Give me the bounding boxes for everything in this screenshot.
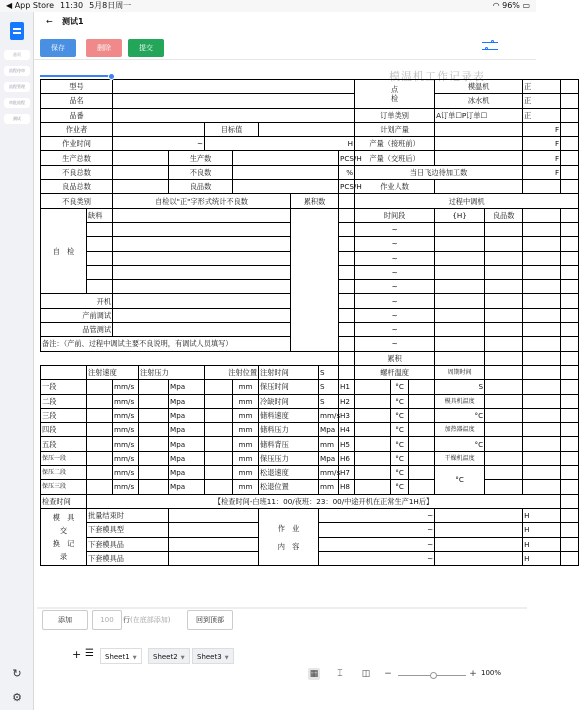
add-sheet-icon[interactable]: + bbox=[72, 648, 82, 661]
cell-label: PCS/H bbox=[339, 180, 355, 194]
cell-label: 模温机 bbox=[435, 80, 523, 94]
save-button[interactable]: 保存 bbox=[40, 39, 76, 57]
cell-label: ~ bbox=[355, 323, 435, 337]
add-rows-button[interactable]: 添加 bbox=[42, 610, 88, 630]
date: 5月8日周一 bbox=[89, 1, 132, 10]
zoom-in-icon[interactable]: + bbox=[469, 669, 477, 679]
cell-label: 储料压力 bbox=[259, 423, 319, 437]
cell-label: mm bbox=[233, 437, 259, 451]
cell-label: mm bbox=[233, 480, 259, 494]
cell-label: 品管测试 bbox=[41, 323, 113, 337]
sidebar-item[interactable]: 审批流程 bbox=[4, 98, 30, 108]
cell-label: 自检以"正"字形式统计不良数 bbox=[113, 194, 291, 208]
order-type-checkboxes[interactable]: A订单☐P订单☐ bbox=[435, 108, 523, 122]
back-to-top-button[interactable]: 回到顶部 bbox=[187, 610, 233, 630]
cell-label: Mpa bbox=[319, 451, 339, 465]
submit-button[interactable]: 提交 bbox=[128, 39, 164, 57]
cell-label: mm/s bbox=[319, 408, 339, 422]
cell-label: °C bbox=[391, 437, 409, 451]
horizontal-scrollbar[interactable] bbox=[37, 607, 527, 609]
cell-label: F bbox=[523, 165, 561, 179]
cell-input[interactable] bbox=[113, 80, 355, 94]
chevron-down-icon: ▼ bbox=[180, 655, 185, 661]
cell-label: mm bbox=[319, 437, 339, 451]
cell-label: 备注：（产前、过程中调试主要不良说明，有调试人员填写） bbox=[41, 337, 291, 351]
cell-label: °C bbox=[435, 466, 485, 495]
cell-label: 不良总数 bbox=[41, 165, 113, 179]
tab-sheet2[interactable]: Sheet2 ▼ bbox=[148, 648, 190, 664]
cell-label: 下套模具品 bbox=[87, 537, 169, 551]
cell-label: ~ bbox=[355, 308, 435, 322]
cell-label: 下套模具型 bbox=[87, 523, 169, 537]
cell-label: S bbox=[319, 380, 339, 394]
stage-row-5 bbox=[41, 437, 579, 451]
cell-label: 螺杆温度 bbox=[355, 365, 435, 379]
cell-input[interactable] bbox=[113, 122, 205, 136]
cell-label: H7 bbox=[339, 466, 355, 480]
cell-label: H6 bbox=[339, 451, 355, 465]
cell-label: mm bbox=[233, 394, 259, 408]
sheet-tabs bbox=[34, 646, 536, 666]
cell-label: S bbox=[319, 365, 339, 379]
cell-label: 周期时间 bbox=[435, 365, 485, 379]
page-layout-view-icon[interactable]: ◫ bbox=[361, 669, 371, 679]
cell-label: H4 bbox=[339, 423, 355, 437]
cell-label: Mpa bbox=[169, 466, 205, 480]
sidebar-item[interactable]: 流程管理 bbox=[4, 82, 30, 92]
cell-label: 注射位置 bbox=[205, 365, 259, 379]
sidebar-item[interactable]: 测试 bbox=[4, 114, 30, 124]
cell-label: % bbox=[339, 165, 355, 179]
cell-label: 四段 bbox=[41, 423, 87, 437]
cell-label: 不良数 bbox=[169, 165, 233, 179]
cell-label: mm bbox=[233, 423, 259, 437]
row-hint: 行(在底部添加) bbox=[123, 616, 171, 624]
cell-label: H2 bbox=[339, 394, 355, 408]
tab-sheet1[interactable]: Sheet1 ▼ bbox=[100, 648, 142, 664]
cell-label: 品名 bbox=[41, 94, 113, 108]
cell-label: Mpa bbox=[169, 480, 205, 494]
page-header bbox=[34, 12, 536, 32]
stage-row-4 bbox=[41, 423, 579, 437]
cell-label: H bbox=[523, 551, 561, 565]
cell-label: 保压时间 bbox=[259, 380, 319, 394]
cell-label: mm/s bbox=[113, 451, 139, 465]
sidebar-item[interactable]: 首页 bbox=[4, 50, 30, 60]
cell-label: 保压压力 bbox=[259, 451, 319, 465]
cell-label: 订单类别 bbox=[355, 108, 435, 122]
cell-label: 批量结束时 bbox=[87, 508, 169, 522]
refresh-icon[interactable]: ↻ bbox=[12, 667, 22, 680]
cell-label: H8 bbox=[339, 480, 355, 494]
sidebar-item[interactable]: 流程待审 bbox=[4, 66, 30, 76]
cell-label: 作业者 bbox=[41, 122, 113, 136]
selection-handle-line[interactable] bbox=[40, 75, 112, 77]
row-count-input[interactable]: 100 bbox=[92, 610, 122, 630]
toolbar bbox=[34, 32, 536, 60]
cell-label: 三段 bbox=[41, 408, 87, 422]
cell-label: 良品总数 bbox=[41, 180, 113, 194]
cell-label: ~ bbox=[355, 251, 435, 265]
cell-label: ~ bbox=[355, 222, 435, 236]
self-check-label: 自 检 bbox=[41, 208, 87, 294]
page-title: 测试1 bbox=[62, 17, 84, 26]
cell-label: °C bbox=[391, 480, 409, 494]
cell-label: 五段 bbox=[41, 437, 87, 451]
cell-label: 不良类别 bbox=[41, 194, 113, 208]
cell-label: mm/s bbox=[113, 380, 139, 394]
cell-label: ~ bbox=[355, 237, 435, 251]
cell-label: mm bbox=[233, 380, 259, 394]
cell-label: 计划产量 bbox=[355, 122, 435, 136]
cell-label: 产量（接班前） bbox=[355, 137, 435, 151]
cell-label: Mpa bbox=[319, 423, 339, 437]
cell-label: 正 bbox=[523, 80, 561, 94]
chevron-down-icon: ▼ bbox=[224, 655, 229, 661]
cell-label: ~ bbox=[319, 551, 435, 565]
cell-label: mm/s bbox=[113, 408, 139, 422]
cell-label: °C bbox=[435, 408, 485, 422]
cell-label: 生产数 bbox=[169, 151, 233, 165]
cell-label: °C bbox=[391, 451, 409, 465]
cell-label: 模具机温度 bbox=[435, 394, 485, 408]
cell-label: mm/s bbox=[113, 437, 139, 451]
cell-label: mm/s bbox=[113, 480, 139, 494]
cell-label: 保压二段 bbox=[41, 466, 87, 480]
cell-label: 注射压力 bbox=[139, 365, 205, 379]
cell-label: F bbox=[523, 122, 561, 136]
delete-button[interactable]: 删除 bbox=[86, 39, 122, 57]
cell-label: ~ bbox=[319, 537, 435, 551]
cell-label: 保压一段 bbox=[41, 451, 87, 465]
tab-sheet3[interactable]: Sheet3 ▼ bbox=[192, 648, 234, 664]
cell-label: {H} bbox=[435, 208, 485, 222]
cell-label: 储料背压 bbox=[259, 437, 319, 451]
cell-label: ~ bbox=[355, 265, 435, 279]
stage-row-6 bbox=[41, 451, 579, 465]
cell-label: 型号 bbox=[41, 80, 113, 94]
cell-label: 下套模具品 bbox=[87, 551, 169, 565]
cell-label: ~ bbox=[355, 337, 435, 351]
sheet-title-faint: 模温机工作记录表 bbox=[389, 70, 485, 83]
cell-label: ~ bbox=[113, 137, 205, 151]
cell-input[interactable] bbox=[113, 108, 355, 122]
battery-level: 96% bbox=[502, 1, 520, 10]
back-to-app-store[interactable]: ◀ App Store bbox=[6, 1, 55, 10]
zoom-slider-handle[interactable] bbox=[430, 672, 437, 679]
cell-label: Mpa bbox=[169, 380, 205, 394]
zoom-level: 100% bbox=[481, 669, 502, 677]
cell-label: mm/s bbox=[113, 394, 139, 408]
cell-label: 正 bbox=[523, 94, 561, 108]
cell-label: mm bbox=[233, 466, 259, 480]
cell-label: Mpa bbox=[169, 394, 205, 408]
cell-label: 良品数 bbox=[169, 180, 233, 194]
cell-label: 时间段 bbox=[355, 208, 435, 222]
stage-row-7 bbox=[41, 466, 579, 480]
cell-label: 开机 bbox=[41, 294, 113, 308]
wifi-icon: ◠ bbox=[492, 1, 500, 10]
cell-label: H3 bbox=[339, 408, 355, 422]
cell-label: 松退速度 bbox=[259, 466, 319, 480]
cell-label: 产量（交班后） bbox=[355, 151, 435, 165]
cell-label: 二段 bbox=[41, 394, 87, 408]
work-content-label: 作 业 内 容 bbox=[259, 508, 319, 565]
selection-handle[interactable] bbox=[108, 73, 115, 80]
cell-label: S bbox=[319, 394, 339, 408]
cell-label: °C bbox=[391, 423, 409, 437]
cell-label: Mpa bbox=[169, 408, 205, 422]
cell-label: ~ bbox=[355, 294, 435, 308]
cell-label: mm bbox=[319, 480, 339, 494]
cell-label: 一段 bbox=[41, 380, 87, 394]
cell-label: 过程中调机 bbox=[355, 194, 579, 208]
cell-label: 松退位置 bbox=[259, 480, 319, 494]
cell-label: 作业时间 bbox=[41, 137, 113, 151]
cell-label: PCS/H bbox=[339, 151, 355, 165]
cell-label: 点 检 bbox=[355, 80, 435, 109]
stage-row-2 bbox=[41, 394, 579, 408]
cell-label: 累积数 bbox=[291, 194, 339, 208]
cell-label: 加热器温度 bbox=[435, 423, 485, 437]
cell-label: 保压三段 bbox=[41, 480, 87, 494]
cell-label: mm bbox=[233, 451, 259, 465]
cell-label: 检查时间 bbox=[41, 494, 87, 508]
cell-input[interactable] bbox=[113, 94, 355, 108]
cell-label: F bbox=[523, 151, 561, 165]
cell-label: 品番 bbox=[41, 108, 113, 122]
cell-label: F bbox=[523, 137, 561, 151]
cell-label: mm/s bbox=[319, 466, 339, 480]
cell-input[interactable] bbox=[259, 122, 355, 136]
cell-label: Mpa bbox=[169, 423, 205, 437]
app-logo-icon[interactable] bbox=[10, 22, 24, 40]
cell-label: 良品数 bbox=[485, 208, 523, 222]
cell-label: 缺料 bbox=[87, 208, 113, 222]
cell-label: H bbox=[523, 508, 561, 522]
cell-label: 干燥机温度 bbox=[435, 451, 485, 465]
cell-label: 生产总数 bbox=[41, 151, 113, 165]
settings-sliders-icon[interactable] bbox=[482, 40, 498, 52]
cell-label: ~ bbox=[319, 523, 435, 537]
cell-label: °C bbox=[391, 466, 409, 480]
battery-icon: ▭ bbox=[522, 1, 530, 10]
cell-label: mm bbox=[233, 408, 259, 422]
cell-label: 产前调试 bbox=[41, 308, 113, 322]
cell-label: 当日飞边待加工数 bbox=[355, 165, 523, 179]
cell-label: H5 bbox=[339, 437, 355, 451]
cell-label: 冷缺时间 bbox=[259, 394, 319, 408]
cell-label: ~ bbox=[355, 280, 435, 294]
sidebar bbox=[0, 12, 34, 710]
cell-label: °C bbox=[391, 408, 409, 422]
cell-label: ~ bbox=[319, 508, 435, 522]
stage-row-8 bbox=[41, 480, 579, 494]
stage-row-1 bbox=[41, 380, 579, 394]
form-table[interactable] bbox=[40, 79, 579, 566]
settings-gear-icon[interactable]: ⚙ bbox=[12, 691, 22, 704]
page-break-view-icon[interactable]: ⌶ bbox=[337, 669, 343, 679]
cell-label: mm/s bbox=[113, 423, 139, 437]
cell-label: 正 bbox=[523, 108, 561, 122]
cell-label: 储料速度 bbox=[259, 408, 319, 422]
view-bar bbox=[34, 666, 536, 684]
normal-view-icon[interactable]: ▦ bbox=[309, 669, 319, 679]
cell-label: 冰水机 bbox=[435, 94, 523, 108]
cell-label: mm/s bbox=[113, 466, 139, 480]
cell-label: S bbox=[435, 380, 485, 394]
back-arrow-icon[interactable]: ← bbox=[46, 17, 53, 26]
cell-label: H bbox=[205, 137, 355, 151]
cell-label: 注射速度 bbox=[87, 365, 139, 379]
cell-label: °C bbox=[435, 437, 485, 451]
cell-label: °C bbox=[391, 380, 409, 394]
status-bar bbox=[0, 0, 536, 12]
cell-label: 注射时间 bbox=[259, 365, 319, 379]
cell-label: H bbox=[523, 537, 561, 551]
zoom-out-icon[interactable]: − bbox=[384, 669, 392, 679]
spreadsheet[interactable] bbox=[37, 70, 560, 607]
cell-label: 作业人数 bbox=[355, 180, 435, 194]
cell-label: H bbox=[523, 523, 561, 537]
cell-label: 目标值 bbox=[205, 122, 259, 136]
cell-label: 累积 bbox=[355, 351, 435, 365]
chevron-down-icon: ▼ bbox=[132, 655, 137, 661]
mold-change-label: 模 具 交 换 记 录 bbox=[41, 508, 87, 565]
stage-row-3 bbox=[41, 408, 579, 422]
sheet-list-icon[interactable]: ☰ bbox=[85, 648, 94, 659]
cell-label: Mpa bbox=[169, 437, 205, 451]
clock: 11:30 bbox=[60, 1, 84, 10]
cell-label: 【检查时间-白班11：00/夜班：23：00/中途开机在正常生产1H后】 bbox=[87, 494, 561, 508]
cell-label: Mpa bbox=[169, 451, 205, 465]
cell-label: H1 bbox=[339, 380, 355, 394]
row-controls bbox=[37, 610, 536, 634]
cell-label: °C bbox=[391, 394, 409, 408]
